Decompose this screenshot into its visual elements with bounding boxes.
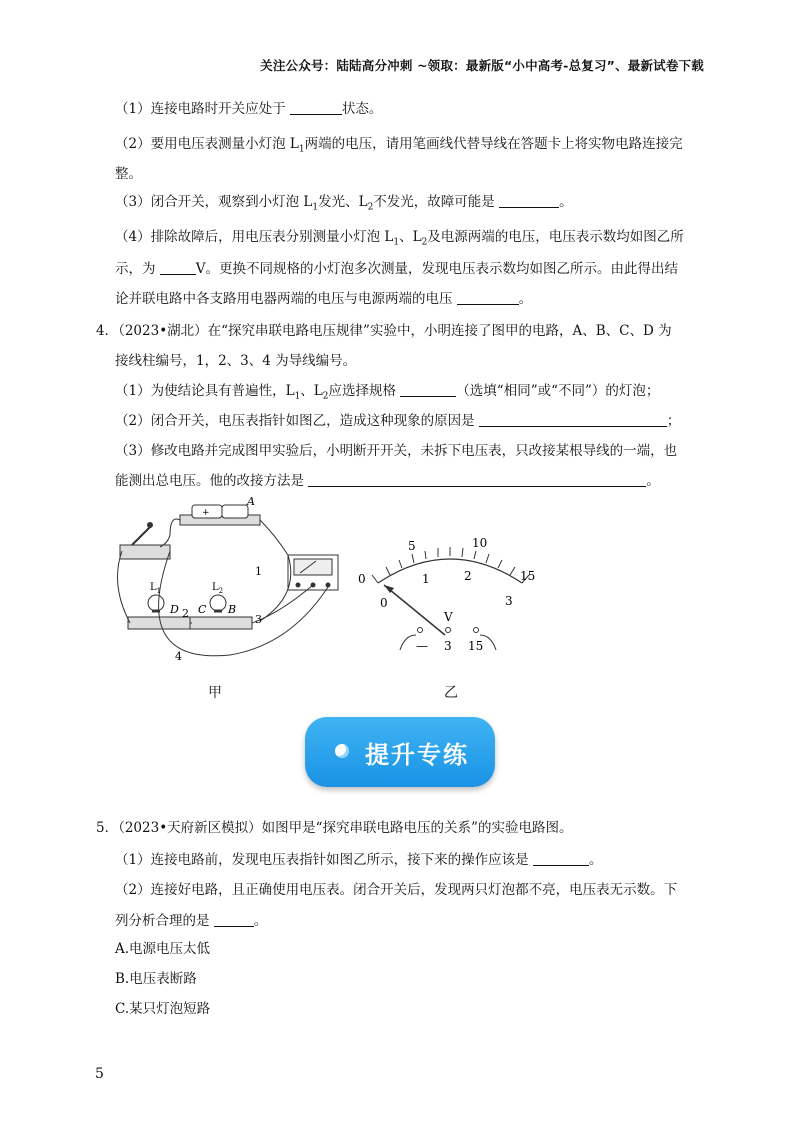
answer-blank[interactable] bbox=[533, 852, 589, 866]
wire-label-1: 1 bbox=[255, 565, 262, 578]
unit-label-v: V bbox=[444, 610, 453, 624]
q5-stem: 5．（2023•天府新区模拟）如图甲是“探究串联电路电压的关系”的实验电路图。 bbox=[96, 820, 573, 836]
q3-part1: （1）连接电路时开关应处于 状态。 bbox=[115, 101, 383, 117]
q4-stem-cont: 接线柱编号，1，2、3、4 为导线编号。 bbox=[115, 353, 357, 369]
q4-part1: （1）为使结论具有普遍性，$L_1$、$L_2$应选择规格 （选填“相同”或“不同”）的灯泡； bbox=[115, 383, 660, 402]
practice-banner-button[interactable] bbox=[305, 717, 495, 787]
lamp-l2-icon bbox=[210, 595, 226, 611]
terminal-label-minus: — bbox=[416, 639, 428, 653]
terminal-icon bbox=[474, 628, 479, 633]
answer-blank[interactable] bbox=[160, 261, 196, 275]
answer-blank[interactable] bbox=[499, 194, 559, 208]
scale-label-5: 5 bbox=[408, 539, 416, 553]
page-header: 关注公众号：陆陆高分冲刺 ~领取：最新版“小中高考-总复习”、最新试卷下载 bbox=[260, 58, 704, 73]
answer-blank[interactable] bbox=[400, 383, 456, 397]
terminal-icon bbox=[418, 628, 423, 633]
q4-part3: （3）修改电路并完成图甲实验后，小明断开开关，未拆下电压表，只改接某根导线的一端，也 bbox=[115, 443, 678, 459]
scale-label-lower-1: 1 bbox=[422, 572, 430, 586]
q3-part2-cont: 整。 bbox=[115, 166, 142, 182]
page-number: 5 bbox=[95, 1066, 104, 1082]
terminal-label-a: A bbox=[247, 495, 255, 508]
terminal-icon bbox=[446, 628, 451, 633]
wire-label-2: 2 bbox=[182, 607, 189, 620]
q4-part3-cont: 能测出总电压。他的改接方法是 。 bbox=[115, 473, 660, 489]
figure-caption-jia: 甲 bbox=[208, 685, 222, 701]
answer-blank[interactable] bbox=[457, 291, 519, 305]
q5-option-b[interactable]: B.电压表断路 bbox=[115, 971, 197, 987]
scale-label-lower-2: 2 bbox=[464, 569, 472, 583]
q5-part2-cont: 列分析合理的是 。 bbox=[115, 913, 268, 929]
scale-label-lower-3: 3 bbox=[505, 594, 513, 608]
answer-blank[interactable] bbox=[290, 101, 342, 115]
q5-option-a[interactable]: A.电源电压太低 bbox=[115, 941, 211, 957]
lamp-label-l1: $L_1$ bbox=[150, 582, 162, 595]
figure-caption-yi: 乙 bbox=[444, 685, 458, 701]
terminal-label-d: D bbox=[170, 603, 179, 616]
answer-blank[interactable] bbox=[214, 913, 254, 927]
q5-part1: （1）连接电路前，发现电压表指针如图乙所示，接下来的操作应该是 。 bbox=[115, 852, 603, 868]
terminal-label-15: 15 bbox=[468, 639, 484, 653]
terminal-label-c: C bbox=[198, 603, 207, 616]
practice-banner-label: 提升专练 bbox=[365, 741, 469, 769]
wire-label-3: 3 bbox=[255, 613, 262, 626]
circuit-figure bbox=[110, 495, 350, 675]
answer-blank[interactable] bbox=[479, 413, 667, 427]
scale-label-15: 15 bbox=[520, 569, 536, 583]
svg-text:+: + bbox=[202, 508, 210, 518]
lamp-label-l2: $L_2$ bbox=[212, 582, 224, 595]
meter-pointer bbox=[384, 585, 445, 635]
switch-icon bbox=[120, 545, 170, 559]
q5-option-c[interactable]: C.某只灯泡短路 bbox=[115, 1001, 211, 1017]
q3-part4: （4）排除故障后，用电压表分别测量小灯泡 $L_1$、$L_2$及电源两端的电压，电压表示数均如图乙所 bbox=[115, 229, 684, 248]
scale-label-0: 0 bbox=[358, 572, 366, 586]
q5-part2: （2）连接好电路，且正确使用电压表。闭合开关后，发现两只灯泡都不亮，电压表无示数。下 bbox=[115, 882, 678, 898]
wire-label-4: 4 bbox=[175, 650, 182, 663]
scale-label-10: 10 bbox=[472, 536, 488, 550]
dial-ticks bbox=[372, 547, 529, 583]
meter-dial-figure bbox=[350, 535, 550, 660]
answer-blank[interactable] bbox=[308, 473, 646, 487]
q3-part3: （3）闭合开关，观察到小灯泡 $L_1$发光、$L_2$不发光，故障可能是 。 bbox=[115, 194, 573, 213]
q3-part4-cont: 示，为 V。更换不同规格的小灯泡多次测量，发现电压表示数均如图乙所示。由此得出结 bbox=[115, 261, 679, 277]
q4-stem: 4．（2023•湖北）在“探究串联电路电压规律”实验中，小明连接了图甲的电路，A、B、C、D 为 bbox=[96, 323, 672, 339]
bulb-icon bbox=[335, 744, 349, 758]
q3-part2: （2）要用电压表测量小灯泡 $L_1$两端的电压，请用笔画线代替导线在答题卡上将实物电路连接完 bbox=[115, 136, 683, 155]
q3-part4-cont2: 论并联电路中各支路用电器两端的电压与电源两端的电压 。 bbox=[115, 291, 533, 307]
scale-label-lower-0: 0 bbox=[380, 596, 388, 610]
lamp-l1-icon bbox=[148, 595, 164, 611]
q4-part2: （2）闭合开关，电压表指针如图乙，造成这种现象的原因是 ； bbox=[115, 413, 681, 429]
terminal-label-b: B bbox=[228, 603, 237, 616]
terminal-label-3: 3 bbox=[444, 639, 452, 653]
